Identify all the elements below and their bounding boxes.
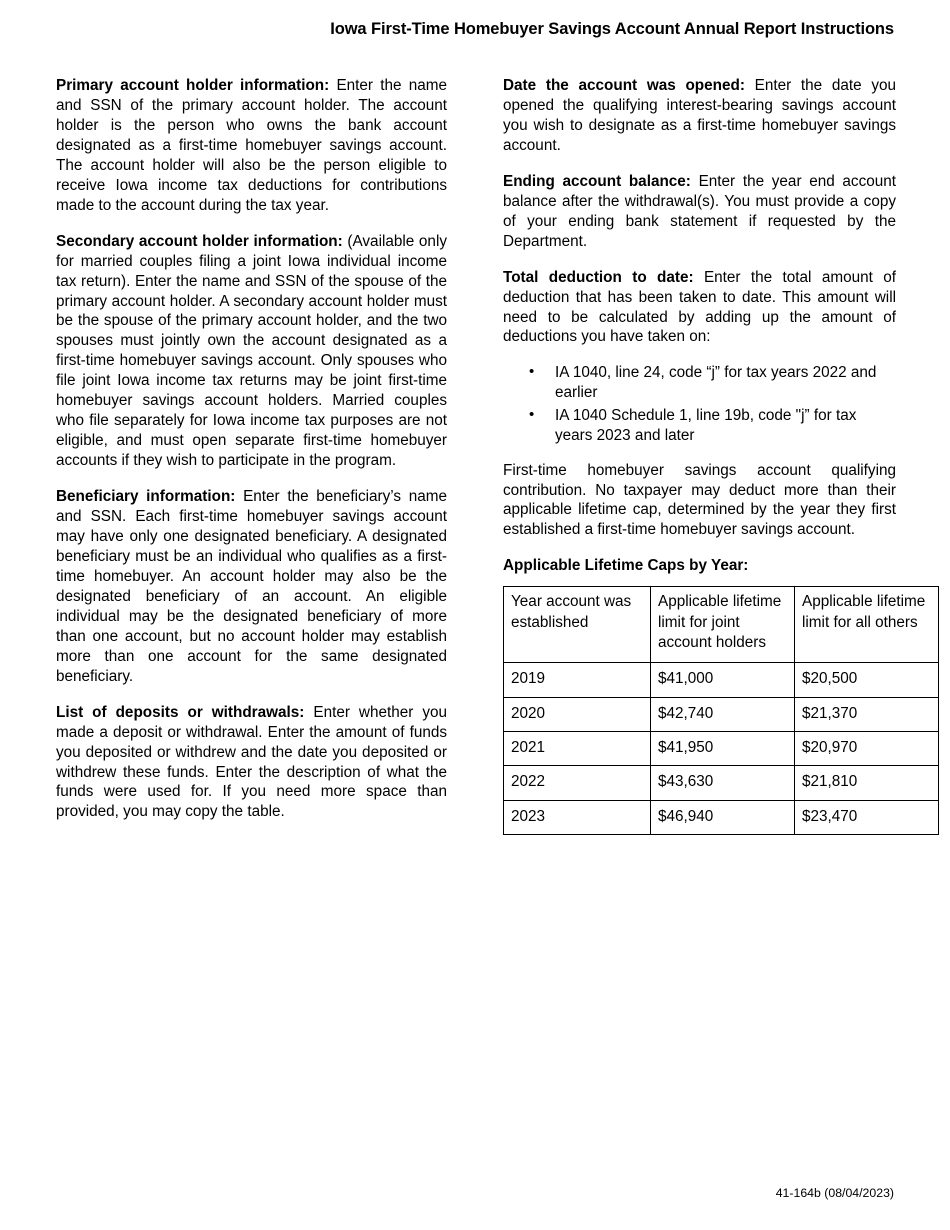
section-body-text: Enter the date you opened the qualifying interest-bearing savings account you wish to designate as a first-time homebuyer savings account.	[503, 77, 896, 154]
section-body-text: (Available only for married couples filing a joint Iowa individual income tax return). Enter the name and SSN of the spouse of the primary account holder. A secondary account holder must be the spouse of the primary account holder, and the two spouses must jointly own the account designated as a first-time homebuyer savings account. Only spouses who file joint Iowa income tax returns may be joint first-time homebuyer savings account holders. Married couples who file separately for Iowa income tax purposes are not eligible, and must open separate first-time homebuyer accounts if they wish to participate in the program.	[56, 232, 447, 470]
table-header-row	[504, 587, 939, 663]
section-lead-label: Secondary account holder information:	[56, 232, 343, 250]
cell-all-others-limit: $23,470	[795, 800, 939, 834]
section-lead-label: Total deduction to date:	[503, 268, 694, 286]
section-ending-account-balance	[503, 172, 896, 252]
deduction-source-list	[503, 363, 896, 445]
section-lead-label: Beneficiary information:	[56, 488, 236, 506]
cell-joint-limit: $42,740	[651, 697, 795, 731]
column-header-joint-limit: Applicable lifetime limit for joint account holders	[651, 587, 795, 663]
section-date-account-opened	[503, 76, 896, 156]
section-lead-label: Primary account holder information:	[56, 77, 330, 94]
section-body-text: Enter whether you made a deposit or withdrawal. Enter the amount of funds you deposited or withdrew and the date you deposited or withdrew these funds. Enter the description of what the funds were used for. If you need more space than provided, you may copy the table.	[56, 703, 447, 821]
caps-table-heading: Applicable Lifetime Caps by Year:	[503, 557, 749, 575]
section-lead-label: Date the account was opened:	[503, 77, 745, 94]
section-lead-label: List of deposits or withdrawals:	[56, 703, 305, 721]
page-title: Iowa First-Time Homebuyer Savings Account Annual Report Instructions	[330, 20, 894, 38]
section-secondary-account-holder	[56, 232, 447, 471]
cell-joint-limit: $41,950	[651, 731, 795, 765]
left-column	[56, 76, 447, 822]
table-row	[504, 663, 939, 697]
right-column	[503, 76, 926, 835]
section-qualifying-contribution: First-time homebuyer savings account qualifying contribution. No taxpayer may deduct more than their applicable lifetime cap, determined by the year they first established a first-time homebuyer savings account.	[503, 461, 896, 539]
section-beneficiary-information	[56, 487, 447, 687]
table-row	[504, 697, 939, 731]
section-list-of-deposits-or-withdrawals	[56, 703, 447, 823]
cell-year: 2019	[504, 663, 651, 697]
list-item: • IA 1040, line 24, code “j” for tax years 2022 and earlier	[529, 363, 896, 403]
list-item: • IA 1040 Schedule 1, line 19b, code "j” for tax years 2023 and later	[529, 406, 896, 446]
section-body-text: Enter the year end account balance after the withdrawal(s). You must provide a copy of your ending bank statement if requested by the Department.	[503, 172, 896, 250]
cell-year: 2022	[504, 766, 651, 800]
table-row	[504, 766, 939, 800]
cell-all-others-limit: $21,810	[795, 766, 939, 800]
cell-year: 2021	[504, 731, 651, 765]
section-body-text: Enter the total amount of deduction that has been taken to date. This amount will need to be calculated by adding up the amount of deductions you have taken on:	[503, 268, 896, 346]
column-header-year-established: Year account was established	[504, 587, 651, 663]
section-total-deduction-to-date	[503, 268, 896, 348]
cell-joint-limit: $41,000	[651, 663, 795, 697]
cell-year: 2020	[504, 697, 651, 731]
section-lead-label: Ending account balance:	[503, 172, 691, 190]
table-row	[504, 800, 939, 834]
cell-year: 2023	[504, 800, 651, 834]
form-number-footer: 41-164b (08/04/2023)	[775, 1186, 894, 1200]
table-row	[504, 731, 939, 765]
section-body-text: Enter the beneficiary’s name and SSN. Each first-time homebuyer savings account may have only one designated beneficiary. A designated beneficiary must be an individual who qualifies as a first-time homebuyer. An account holder may also be the designated beneficiary of an account. An eligible individual may be the designated beneficiary of more than one account, but no account holder may establish more than one account for the same designated beneficiary.	[56, 488, 447, 685]
cell-all-others-limit: $21,370	[795, 697, 939, 731]
column-header-all-others-limit: Applicable lifetime limit for all others	[795, 587, 939, 663]
cell-joint-limit: $46,940	[651, 800, 795, 834]
cell-joint-limit: $43,630	[651, 766, 795, 800]
cell-all-others-limit: $20,970	[795, 731, 939, 765]
cell-all-others-limit: $20,500	[795, 663, 939, 697]
section-body-text: Enter the name and SSN of the primary account holder. The account holder is the person who owns the bank account designated as a first-time homebuyer savings account. The account holder will also be the person eligible to receive Iowa income tax deductions for contributions made to the account during the tax year.	[56, 77, 447, 214]
section-primary-account-holder	[56, 76, 447, 216]
applicable-lifetime-caps-table	[503, 586, 939, 835]
